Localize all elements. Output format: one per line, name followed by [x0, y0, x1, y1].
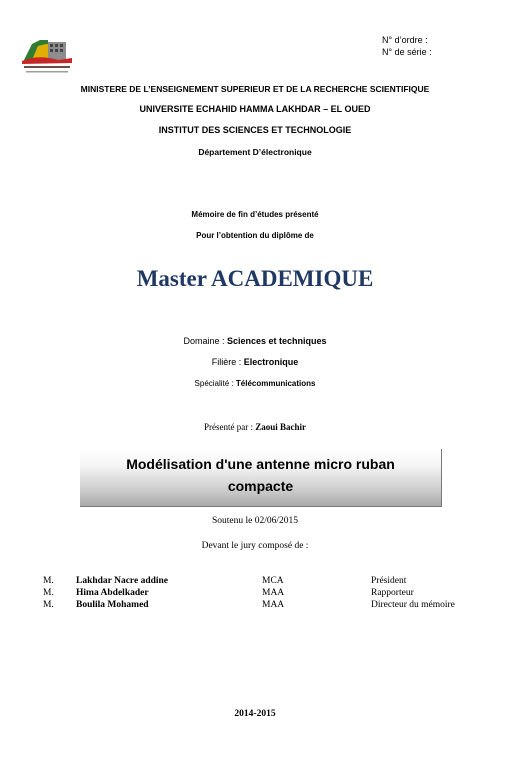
jury-role: Directeur du mémoire	[371, 600, 455, 610]
jury-row	[0, 588, 510, 600]
memoire-line-1: Mémoire de fin d’études présenté	[191, 210, 319, 219]
author-name: Zaoui Bachir	[255, 422, 306, 432]
jury-row	[0, 576, 510, 588]
domaine-field	[0, 336, 510, 346]
jury-name: Hima Abdelkader	[76, 588, 149, 598]
author-label: Présenté par :	[204, 422, 256, 432]
jury-title: M.	[43, 600, 54, 610]
specialite-label: Spécialité :	[194, 379, 236, 388]
order-number-block	[382, 34, 432, 58]
jury-intro: Devant le jury composé de :	[201, 541, 309, 551]
academic-year: 2014-2015	[234, 709, 276, 719]
university-logo-icon	[18, 34, 76, 78]
filiere-value: Electronique	[243, 357, 299, 367]
jury-name: Boulila Mohamed	[76, 600, 149, 610]
jury-title: M.	[43, 588, 54, 598]
jury-name: Lakhdar Nacre addine	[76, 576, 169, 586]
thesis-title-line-1: Modélisation d'une antenne micro ruban	[126, 456, 395, 472]
jury-grade: MAA	[262, 588, 285, 598]
institute-heading: INSTITUT DES SCIENCES ET TECHNOLOGIE	[158, 125, 352, 135]
author-line	[0, 422, 510, 432]
jury-grade: MAA	[262, 600, 285, 610]
jury-grade: MCA	[262, 576, 284, 586]
university-logo	[18, 34, 76, 78]
jury-role: Président	[371, 576, 407, 586]
jury-title: M.	[43, 576, 54, 586]
university-heading: UNIVERSITE ECHAHID HAMMA LAKHDAR – EL OUED	[139, 104, 371, 114]
thesis-title-line-2: compacte	[227, 478, 294, 494]
thesis-title-box	[80, 449, 442, 507]
defense-date: Soutenu le 02/06/2015	[211, 516, 299, 526]
specialite-field	[0, 379, 510, 388]
serial-number-label: N° de série :	[382, 47, 432, 57]
domaine-value: Sciences et techniques	[226, 336, 327, 346]
specialite-value: Télécommunications	[235, 379, 316, 388]
degree-title: Master ACADEMIQUE	[136, 266, 374, 291]
ministry-heading: MINISTERE DE L’ENSEIGNEMENT SUPERIEUR ET DE LA RECHERCHE SCIENTIFIQUE	[80, 84, 430, 94]
filiere-label: Filière :	[211, 357, 244, 367]
domaine-label: Domaine :	[183, 336, 227, 346]
jury-row	[0, 600, 510, 612]
order-number-label: N° d’ordre :	[382, 35, 428, 45]
jury-role: Rapporteur	[371, 588, 414, 598]
filiere-field	[0, 357, 510, 367]
department-heading: Département D’électronique	[198, 147, 312, 157]
memoire-line-2: Pour l’obtention du diplôme de	[196, 231, 314, 240]
